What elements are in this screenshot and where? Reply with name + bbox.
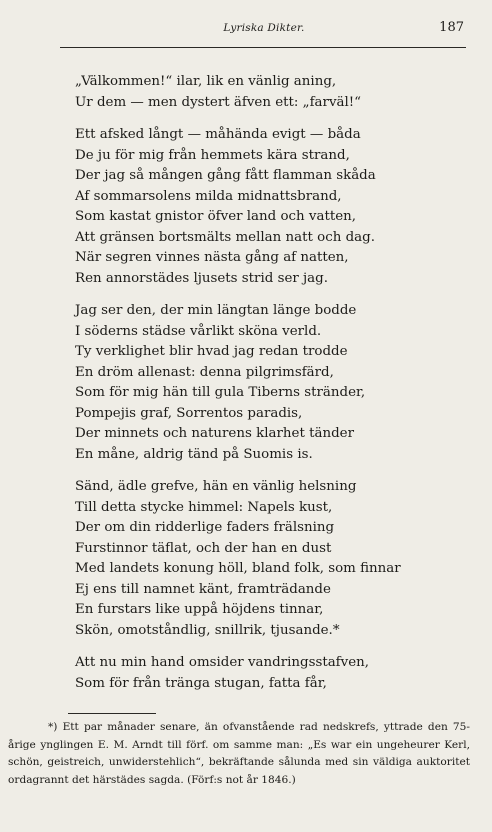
verse-line: Som kastat gnistor öfver land och vatten, <box>75 209 357 224</box>
verse-line: Der om din ridderlige faders frälsning <box>75 520 335 535</box>
verse-line: Skön, omotståndlig, snillrik, tjusande.* <box>75 622 340 638</box>
verse-line: Jag ser den, der min längtan länge bodde <box>75 303 357 318</box>
verse-line: Som för mig hän till gula Tiberns stränder, <box>75 385 366 400</box>
verse-line: Ur dem — men dystert äfven ett: „farväl!“ <box>75 94 361 110</box>
stanza <box>75 72 475 113</box>
verse-line: Af sommarsolens milda midnattsbrand, <box>75 188 342 204</box>
verse-line: Ty verklighet blir hvad jag redan trodde <box>75 344 348 359</box>
verse-line: När segren vinnes nästa gång af natten, <box>75 250 349 265</box>
verse-line: Att gränsen bortsmälts mellan natt och dag. <box>75 229 375 245</box>
stanza <box>75 653 475 694</box>
verse-line: En furstars like uppå höjdens tinnar, <box>75 602 324 617</box>
stanza <box>75 477 475 641</box>
running-header <box>60 22 468 40</box>
verse-line: I söderns städse vårlikt sköna verld. <box>75 323 322 339</box>
footnote-text: *) Ett par månader senare, än ofvanstående rad nedskrefs, yttrade den 75-årige ynglingen E. M. Arndt till förf. om samme man: „Es war ein ungeheurer Kerl, schön, geistreich, unwiderstehlich“, bekräftande sålunda med sin väldiga auktoritet ordagrannt det härstädes sagda. <box>8 721 470 786</box>
stanza <box>75 301 475 465</box>
verse-line: En dröm allenast: denna pilgrimsfärd, <box>75 364 334 380</box>
verse-line: Till detta stycke himmel: Napels kust, <box>75 499 333 515</box>
verse-line: Med landets konung höll, bland folk, som finnar <box>75 561 401 576</box>
stanza <box>75 125 475 289</box>
verse-line: Som för från tränga stugan, fatta får, <box>75 675 327 691</box>
verse-line: Att nu min hand omsider vandringsstafven, <box>75 655 370 670</box>
verse-line: Ett afsked långt — måhända evigt — båda <box>75 127 361 142</box>
header-rule <box>60 47 466 48</box>
verse-line: Sänd, ädle grefve, hän en vänlig helsning <box>75 479 357 494</box>
verse-line: Pompejis graf, Sorrentos paradis, <box>75 405 303 421</box>
verse-line: Ej ens till namnet känt, framträdande <box>75 581 331 597</box>
verse-line: Furstinnor täflat, och der han en dust <box>75 540 332 556</box>
running-title: Lyriska Dikter. <box>223 22 305 34</box>
verse-line: „Välkommen!“ ilar, lik en vänlig aning, <box>75 74 337 89</box>
verse-line: Der jag så mången gång fått flamman skåda <box>75 168 376 183</box>
verse-line: Der minnets och naturens klarhet tänder <box>75 426 354 441</box>
verse-line: Ren annorstädes ljusets strid ser jag. <box>75 270 328 286</box>
footnote-signature: (Förf:s not år 1846.) <box>187 773 296 786</box>
verse-line: En måne, aldrig tänd på Suomis is. <box>75 446 313 462</box>
verse-line: De ju för mig från hemmets kära strand, <box>75 147 350 163</box>
page-number: 187 <box>439 20 464 35</box>
footnote <box>8 719 470 789</box>
footnote-rule <box>68 713 156 714</box>
poem-body <box>75 72 475 706</box>
